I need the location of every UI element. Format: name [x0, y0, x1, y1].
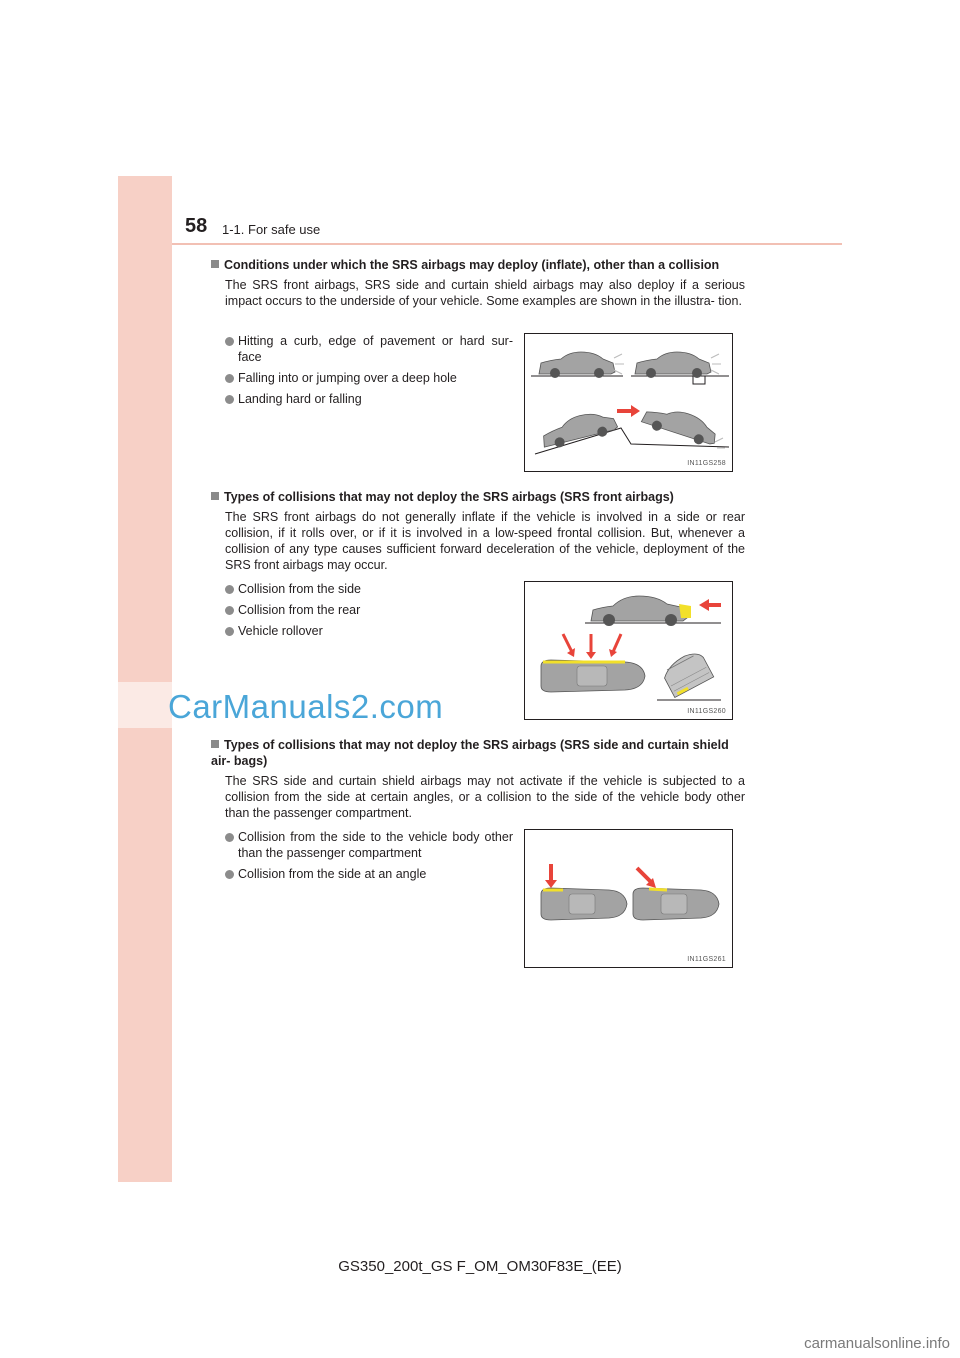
list-item: Falling into or jumping over a deep hole	[225, 370, 513, 386]
car-side-icon	[539, 352, 615, 378]
section-heading: Conditions under which the SRS airbags may deploy (inflate), other than a collision	[211, 257, 746, 273]
bullet-dot-icon	[225, 395, 234, 404]
bullet-dot-icon	[225, 606, 234, 615]
bullet-dot-icon	[225, 627, 234, 636]
car-side-icon	[640, 401, 720, 449]
square-bullet-icon	[211, 492, 219, 500]
bullet-dot-icon	[225, 585, 234, 594]
figure-code: IN11GS260	[687, 708, 726, 715]
bullet-dot-icon	[225, 833, 234, 842]
list-item: Collision from the side	[225, 581, 513, 597]
section-heading: Types of collisions that may not deploy the SRS airbags (SRS side and curtain shield air- bags)	[211, 738, 729, 768]
car-top-icon	[541, 660, 645, 692]
watermark-link[interactable]: CarManuals2.com	[168, 688, 444, 725]
list-item: Collision from the side to the vehicle body other than the passenger compartment	[225, 829, 513, 861]
red-arrow-icon	[617, 405, 640, 417]
section-heading: Types of collisions that may not deploy the SRS airbags (SRS front airbags)	[211, 489, 746, 505]
car-top-icon	[541, 888, 627, 920]
list-item: Hitting a curb, edge of pavement or hard sur- face	[225, 333, 513, 365]
section-body: The SRS front airbags, SRS side and curtain shield airbags may also deploy if a serious impact occurs to the underside of your vehicle. Some examples are shown in the illustra- tion.	[225, 278, 745, 308]
red-arrow-icon	[613, 634, 621, 652]
figure-code: IN11GS261	[687, 956, 726, 963]
red-arrow-icon	[563, 634, 572, 652]
non-deploy-side-illustration	[525, 830, 732, 967]
bullet-dot-icon	[225, 337, 234, 346]
red-arrow-icon	[637, 868, 651, 882]
figure-non-deploy-front	[524, 581, 733, 720]
list-item: Vehicle rollover	[225, 623, 513, 639]
car-rollover-icon	[660, 649, 714, 698]
section-body: The SRS side and curtain shield airbags may not activate if the vehicle is subjected to a collision from the side at certain angles, or a collision to the side of the vehicle body other than the passenger compartment.	[225, 774, 745, 820]
car-top-icon	[633, 888, 719, 920]
header-rule	[172, 243, 842, 245]
list-item: Landing hard or falling	[225, 391, 513, 407]
car-side-icon	[591, 596, 691, 626]
section-title: 1-1. For safe use	[222, 222, 321, 237]
page-number: 58	[185, 215, 208, 237]
chapter-sidebar-tab	[118, 176, 172, 1182]
bullet-dot-icon	[225, 870, 234, 879]
underside-impact-illustration	[525, 334, 732, 471]
car-side-icon	[635, 352, 711, 378]
non-deploy-front-illustration	[525, 582, 732, 719]
square-bullet-icon	[211, 260, 219, 268]
red-arrow-icon	[699, 599, 721, 611]
footer-site-watermark[interactable]: carmanualsonline.info	[804, 1335, 950, 1352]
figure-non-deploy-side	[524, 829, 733, 968]
footer-document-code: GS350_200t_GS F_OM_OM30F83E_(EE)	[338, 1258, 622, 1275]
car-side-icon	[539, 407, 619, 451]
square-bullet-icon	[211, 740, 219, 748]
list-item: Collision from the side at an angle	[225, 866, 513, 882]
figure-code: IN11GS258	[687, 460, 726, 467]
bullet-dot-icon	[225, 374, 234, 383]
figure-underside-impact	[524, 333, 733, 472]
section-body: The SRS front airbags do not generally inflate if the vehicle is involved in a side or rear collision, if it rolls over, or if it is involved in a low-speed frontal collision. But, whenever a collision of any type causes sufficient forward deceleration of the vehicle, deployment of the SRS front airbags may occur.	[225, 510, 745, 572]
list-item: Collision from the rear	[225, 602, 513, 618]
